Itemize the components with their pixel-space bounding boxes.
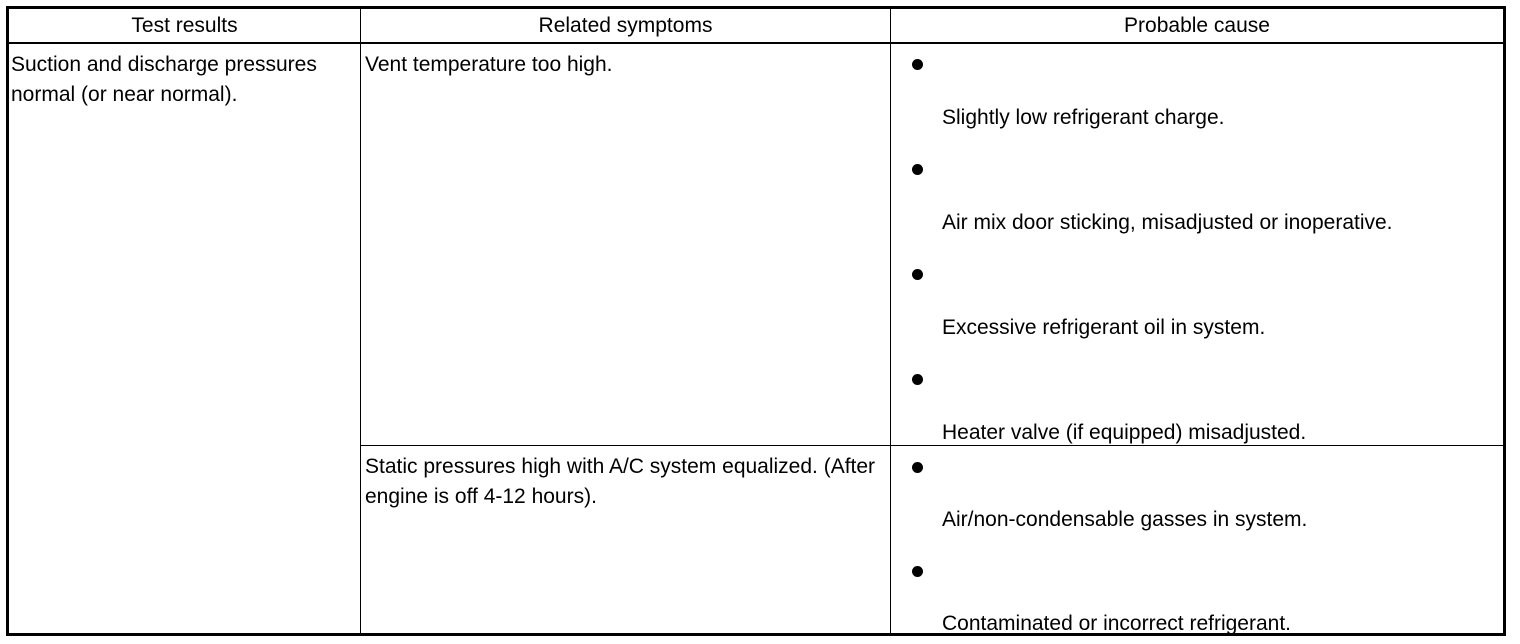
bullet-icon: [912, 462, 923, 473]
bullet-icon: [912, 164, 923, 175]
test-result-text: Suction and discharge pressures normal (or near normal).: [11, 53, 317, 106]
header-test-results: Test results: [131, 13, 238, 37]
cause-text: Air mix door sticking, misadjusted or inoperative.: [942, 211, 1393, 234]
column-divider-2: [890, 9, 891, 633]
cause-text: Slightly low refrigerant charge.: [942, 106, 1225, 129]
cause-text: Air/non-condensable gasses in system.: [942, 508, 1308, 531]
header-related-symptoms: Related symptoms: [538, 13, 713, 37]
bullet-icon: [912, 269, 923, 280]
cause-text: Excessive refrigerant oil in system.: [942, 316, 1266, 339]
diagnosis-table: [6, 6, 1506, 636]
row-divider: [361, 445, 1503, 446]
symptom-text: Static pressures high with A/C system equalized. (After engine is off 4-12 hours).: [365, 455, 876, 508]
bullet-icon: [912, 566, 923, 577]
header-divider: [9, 42, 1503, 44]
symptom-text: Vent temperature too high.: [365, 53, 613, 76]
header-probable-cause: Probable cause: [1124, 13, 1270, 37]
bullet-icon: [912, 374, 923, 385]
column-divider-1: [360, 9, 361, 633]
cause-text: Heater valve (if equipped) misadjusted.: [942, 421, 1307, 444]
cause-text: Contaminated or incorrect refrigerant.: [942, 612, 1291, 635]
bullet-icon: [912, 59, 923, 70]
